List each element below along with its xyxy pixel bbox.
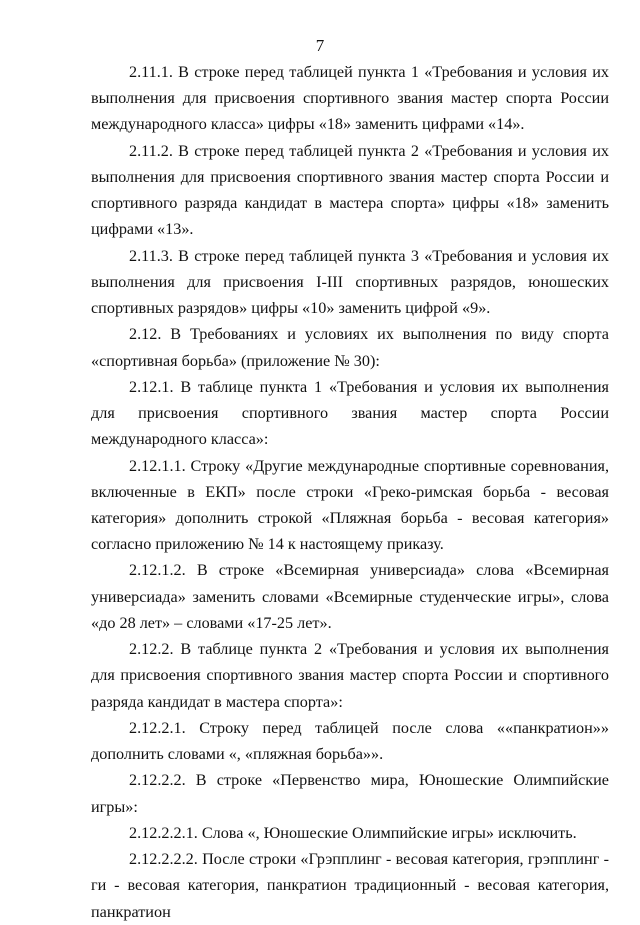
page-number: 7 xyxy=(315,36,325,55)
paragraph-2-12-1: 2.12.1. В таблице пункта 1 «Требования и условия их выполнения для присвоения спортивного звания мастер спорта России международного класса»: xyxy=(91,377,609,449)
paragraph-2-11-1: 2.11.1. В строке перед таблицей пункта 1 «Требования и условия их выполнения для присвоения спортивного звания мастер спорта России международного класса» цифры «18» заменить цифрами «14». xyxy=(91,63,609,134)
document-body xyxy=(91,59,609,925)
paragraph-2-12-2-1: 2.12.2.1. Строку перед таблицей после слова ««панкратион»» дополнить словами «, «пляжная борьба»». xyxy=(91,718,609,764)
paragraph-2-12-2-2: 2.12.2.2. В строке «Первенство мира, Юношеские Олимпийские игры»: xyxy=(91,771,609,816)
paragraph-2-11-3: 2.11.3. В строке перед таблицей пункта 3 «Требования и условия их выполнения для присвоения I-III спортивных разрядов, юношеских спортивных разрядов» цифры «10» заменить цифрой «9». xyxy=(91,246,609,318)
paragraph-2-12-1-1: 2.12.1.1. Строку «Другие международные спортивные соревнования, включенные в ЕКП» после строки «Греко-римская борьба - весовая категория» дополнить строкой «Пляжная борьба - весовая категория» согласно приложению № 14 к настоящему приказу. xyxy=(91,456,609,554)
paragraph-2-12-2: 2.12.2. В таблице пункта 2 «Требования и условия их выполнения для присвоения спортивного звания мастер спорта России и спортивного разряда кандидат в мастера спорта»: xyxy=(91,640,609,711)
paragraph-2-12: 2.12. В Требованиях и условиях их выполнения по виду спорта «спортивная борьба» (приложение № 30): xyxy=(91,325,609,370)
paragraph-2-12-2-2-2: 2.12.2.2.2. После строки «Грэпплинг - весовая категория, грэпплинг - ги - весовая категория, панкратион традиционный - весовая категория, панкратион xyxy=(91,850,609,921)
paragraph-2-12-1-2: 2.12.1.2. В строке «Всемирная универсиада» слова «Всемирная универсиада» заменить словами «Всемирные студенческие игры», слова «до 28 лет» – словами «17-25 лет». xyxy=(91,561,609,632)
paragraph-2-11-2: 2.11.2. В строке перед таблицей пункта 2 «Требования и условия их выполнения для присвоения спортивного звания мастер спорта России и спортивного разряда кандидат в мастера спорта» цифры «18» заменить цифрами «13». xyxy=(91,141,609,239)
paragraph-2-12-2-2-1: 2.12.2.2.1. Слова «, Юношеские Олимпийские игры» исключить. xyxy=(129,823,577,842)
